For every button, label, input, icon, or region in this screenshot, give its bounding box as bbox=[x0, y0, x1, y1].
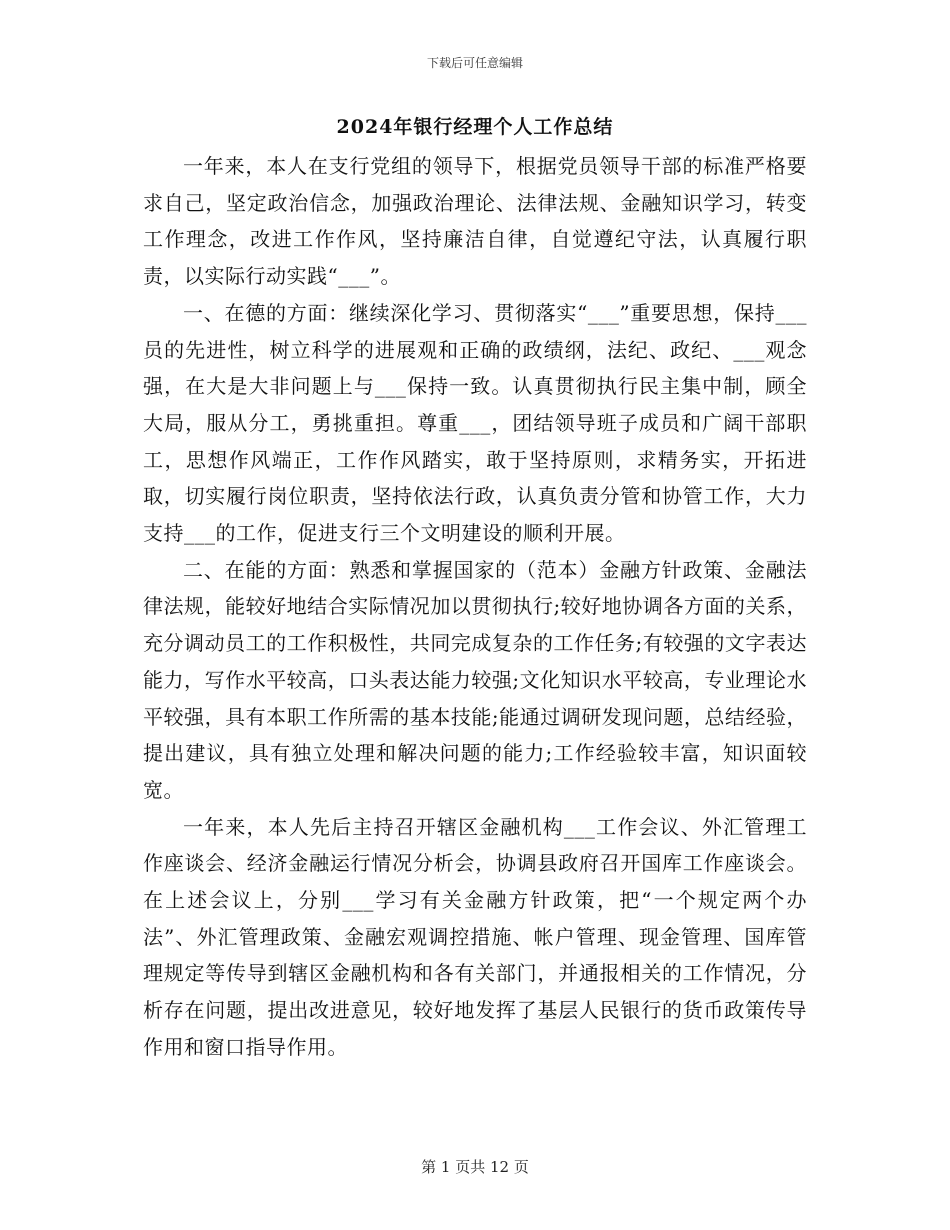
paragraph-meetings: 一年来，本人先后主持召开辖区金融机构___工作会议、外汇管理工作座谈会、经济金融运行情况分析会，协调县政府召开国库工作座谈会。在上述会议上，分别___学习有关金融方针政策，把“一个规定两个办法”、外汇管理政策、金融宏观调控措施、帐户管理、现金管理、国库管理规定等传导到辖区金融机构和各有关部门，并通报相关的工作情况，分析存在问题，提出改进意见，较好地发挥了基层人民银行的货币政策传导作用和窗口指导作用。 bbox=[143, 814, 807, 1059]
paragraph-intro: 一年来，本人在支行党组的领导下，根据党员领导干部的标准严格要求自己，坚定政治信念，加强政治理论、法律法规、金融知识学习，转变工作理念，改进工作作风，坚持廉洁自律，自觉遵纪守法，认真履行职责，以实际行动实践“___”。 bbox=[143, 154, 807, 289]
document-body bbox=[143, 148, 807, 1066]
paragraph-morality: 一、在德的方面：继续深化学习、贯彻落实“___”重要思想，保持___员的先进性，树立科学的进展观和正确的政绩纲，法纪、政纪、___观念强，在大是大非问题上与___保持一致。认真贯彻执行民主集中制，顾全大局，服从分工，勇挑重担。尊重___，团结领导班子成员和广阔干部职工，思想作风端正，工作作风踏实，敢于坚持原则，求精务实，开拓进取，切实履行岗位职责，坚持依法行政，认真负责分管和协管工作，大力支持___的工作，促进支行三个文明建设的顺利开展。 bbox=[143, 300, 807, 546]
page-number: 第 1 页共 12 页 bbox=[421, 1158, 529, 1176]
paragraph-ability: 二、在能的方面：熟悉和掌握国家的（范本）金融方针政策、金融法律法规，能较好地结合实际情况加以贯彻执行;较好地协调各方面的关系，充分调动员工的工作积极性，共同完成复杂的工作任务;有较强的文字表达能力，写作水平较高，口头表达能力较强;文化知识水平较高，专业理论水平较强，具有本职工作所需的基本技能;能通过调研发现问题，总结经验，提出建议，具有独立处理和解决问题的能力;工作经验较丰富，知识面较宽。 bbox=[143, 557, 807, 802]
header-note: 下载后可任意编辑 bbox=[426, 56, 523, 70]
document-title: 2024年银行经理个人工作总结 bbox=[336, 116, 614, 138]
